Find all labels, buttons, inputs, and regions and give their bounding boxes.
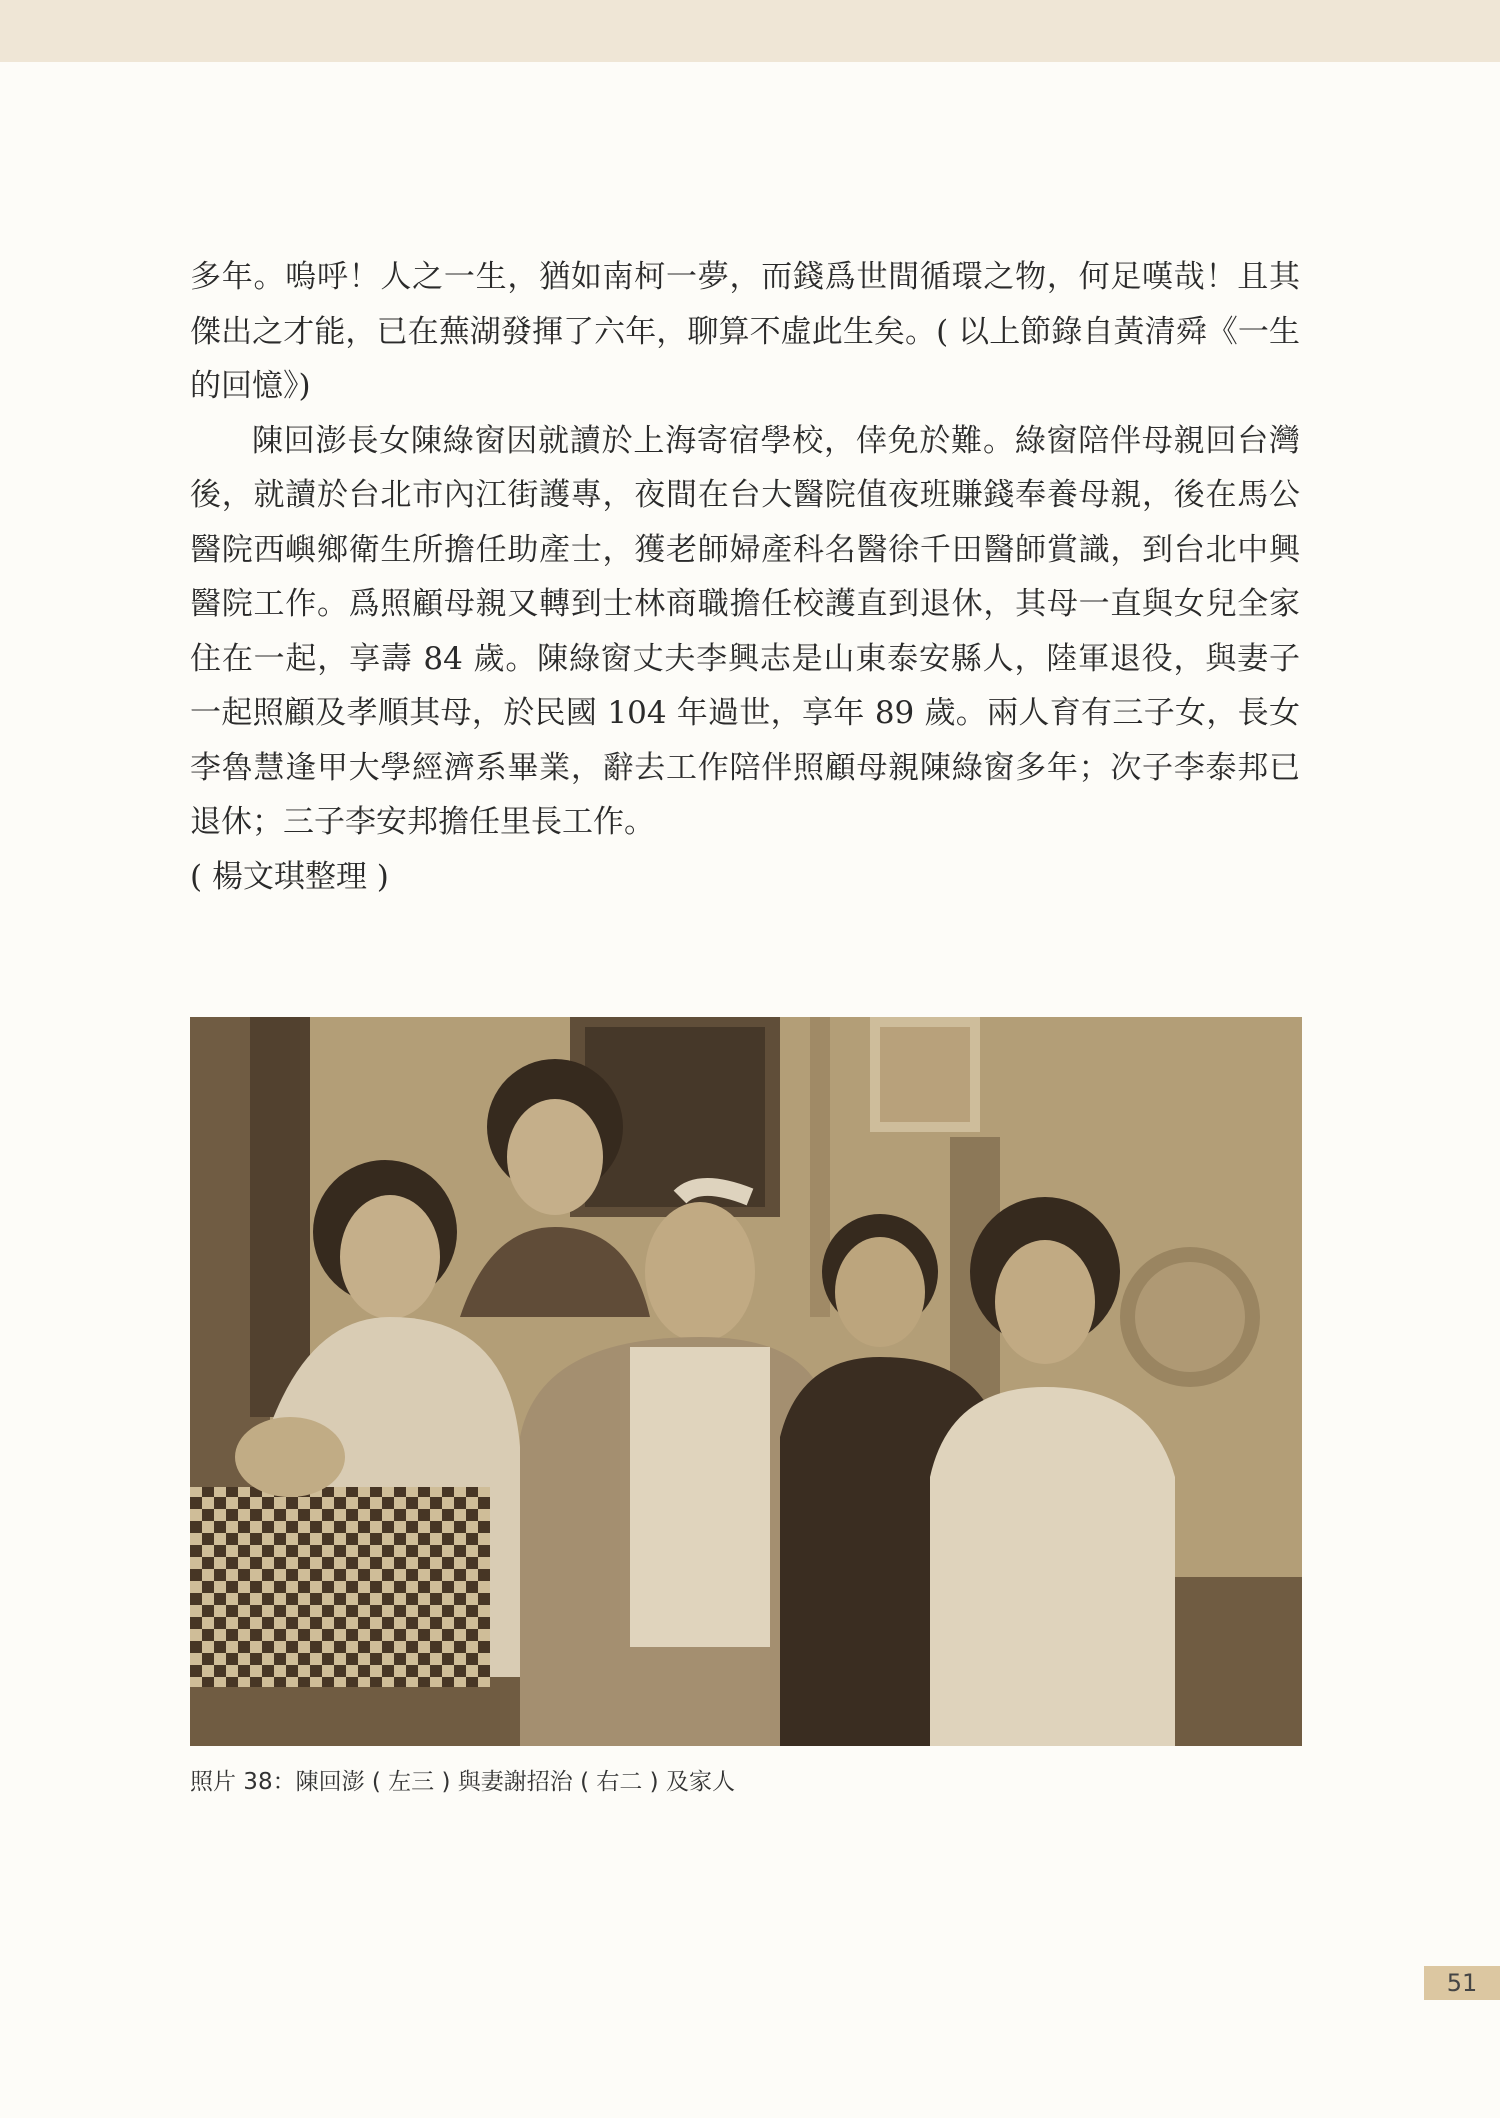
family-photo: [190, 1017, 1302, 1746]
paragraph-2: 陳回澎長女陳綠窗因就讀於上海寄宿學校，倖免於難。綠窗陪伴母親回台灣後，就讀於台北市內江街護專，夜間在台大醫院值夜班賺錢奉養母親，後在馬公醫院西嶼鄉衛生所擔任助產士，獲老師婦產科名醫徐千田醫師賞識，到台北中興醫院工作。爲照顧母親又轉到士林商職擔任校護直到退休，其母一直與女兒全家住在一起，享壽 84 歲。陳綠窗丈夫李興志是山東泰安縣人，陸軍退役，與妻子一起照顧及孝順其母，於民國 104 年過世，享年 89 歲。兩人育有三子女，長女李魯慧逢甲大學經濟系畢業，辭去工作陪伴照顧母親陳綠窗多年；次子李泰邦已退休；三子李安邦擔任里長工作。: [190, 422, 1300, 840]
editor-signature: ( 楊文琪整理 ): [190, 858, 389, 895]
paragraph-1: 多年。嗚呼！人之一生，猶如南柯一夢，而錢爲世間循環之物，何足嘆哉！且其傑出之才能，已在蕪湖發揮了六年，聊算不虛此生矣。( 以上節錄自黃清舜《一生的回憶》): [190, 259, 1300, 404]
photo-caption: 照片 38：陳回澎 ( 左三 ) 與妻謝招治 ( 右二 ) 及家人: [190, 1769, 735, 1795]
page-header-band: [0, 0, 1500, 62]
body-text: [190, 250, 1300, 904]
page-number: 51: [1424, 1966, 1500, 2000]
